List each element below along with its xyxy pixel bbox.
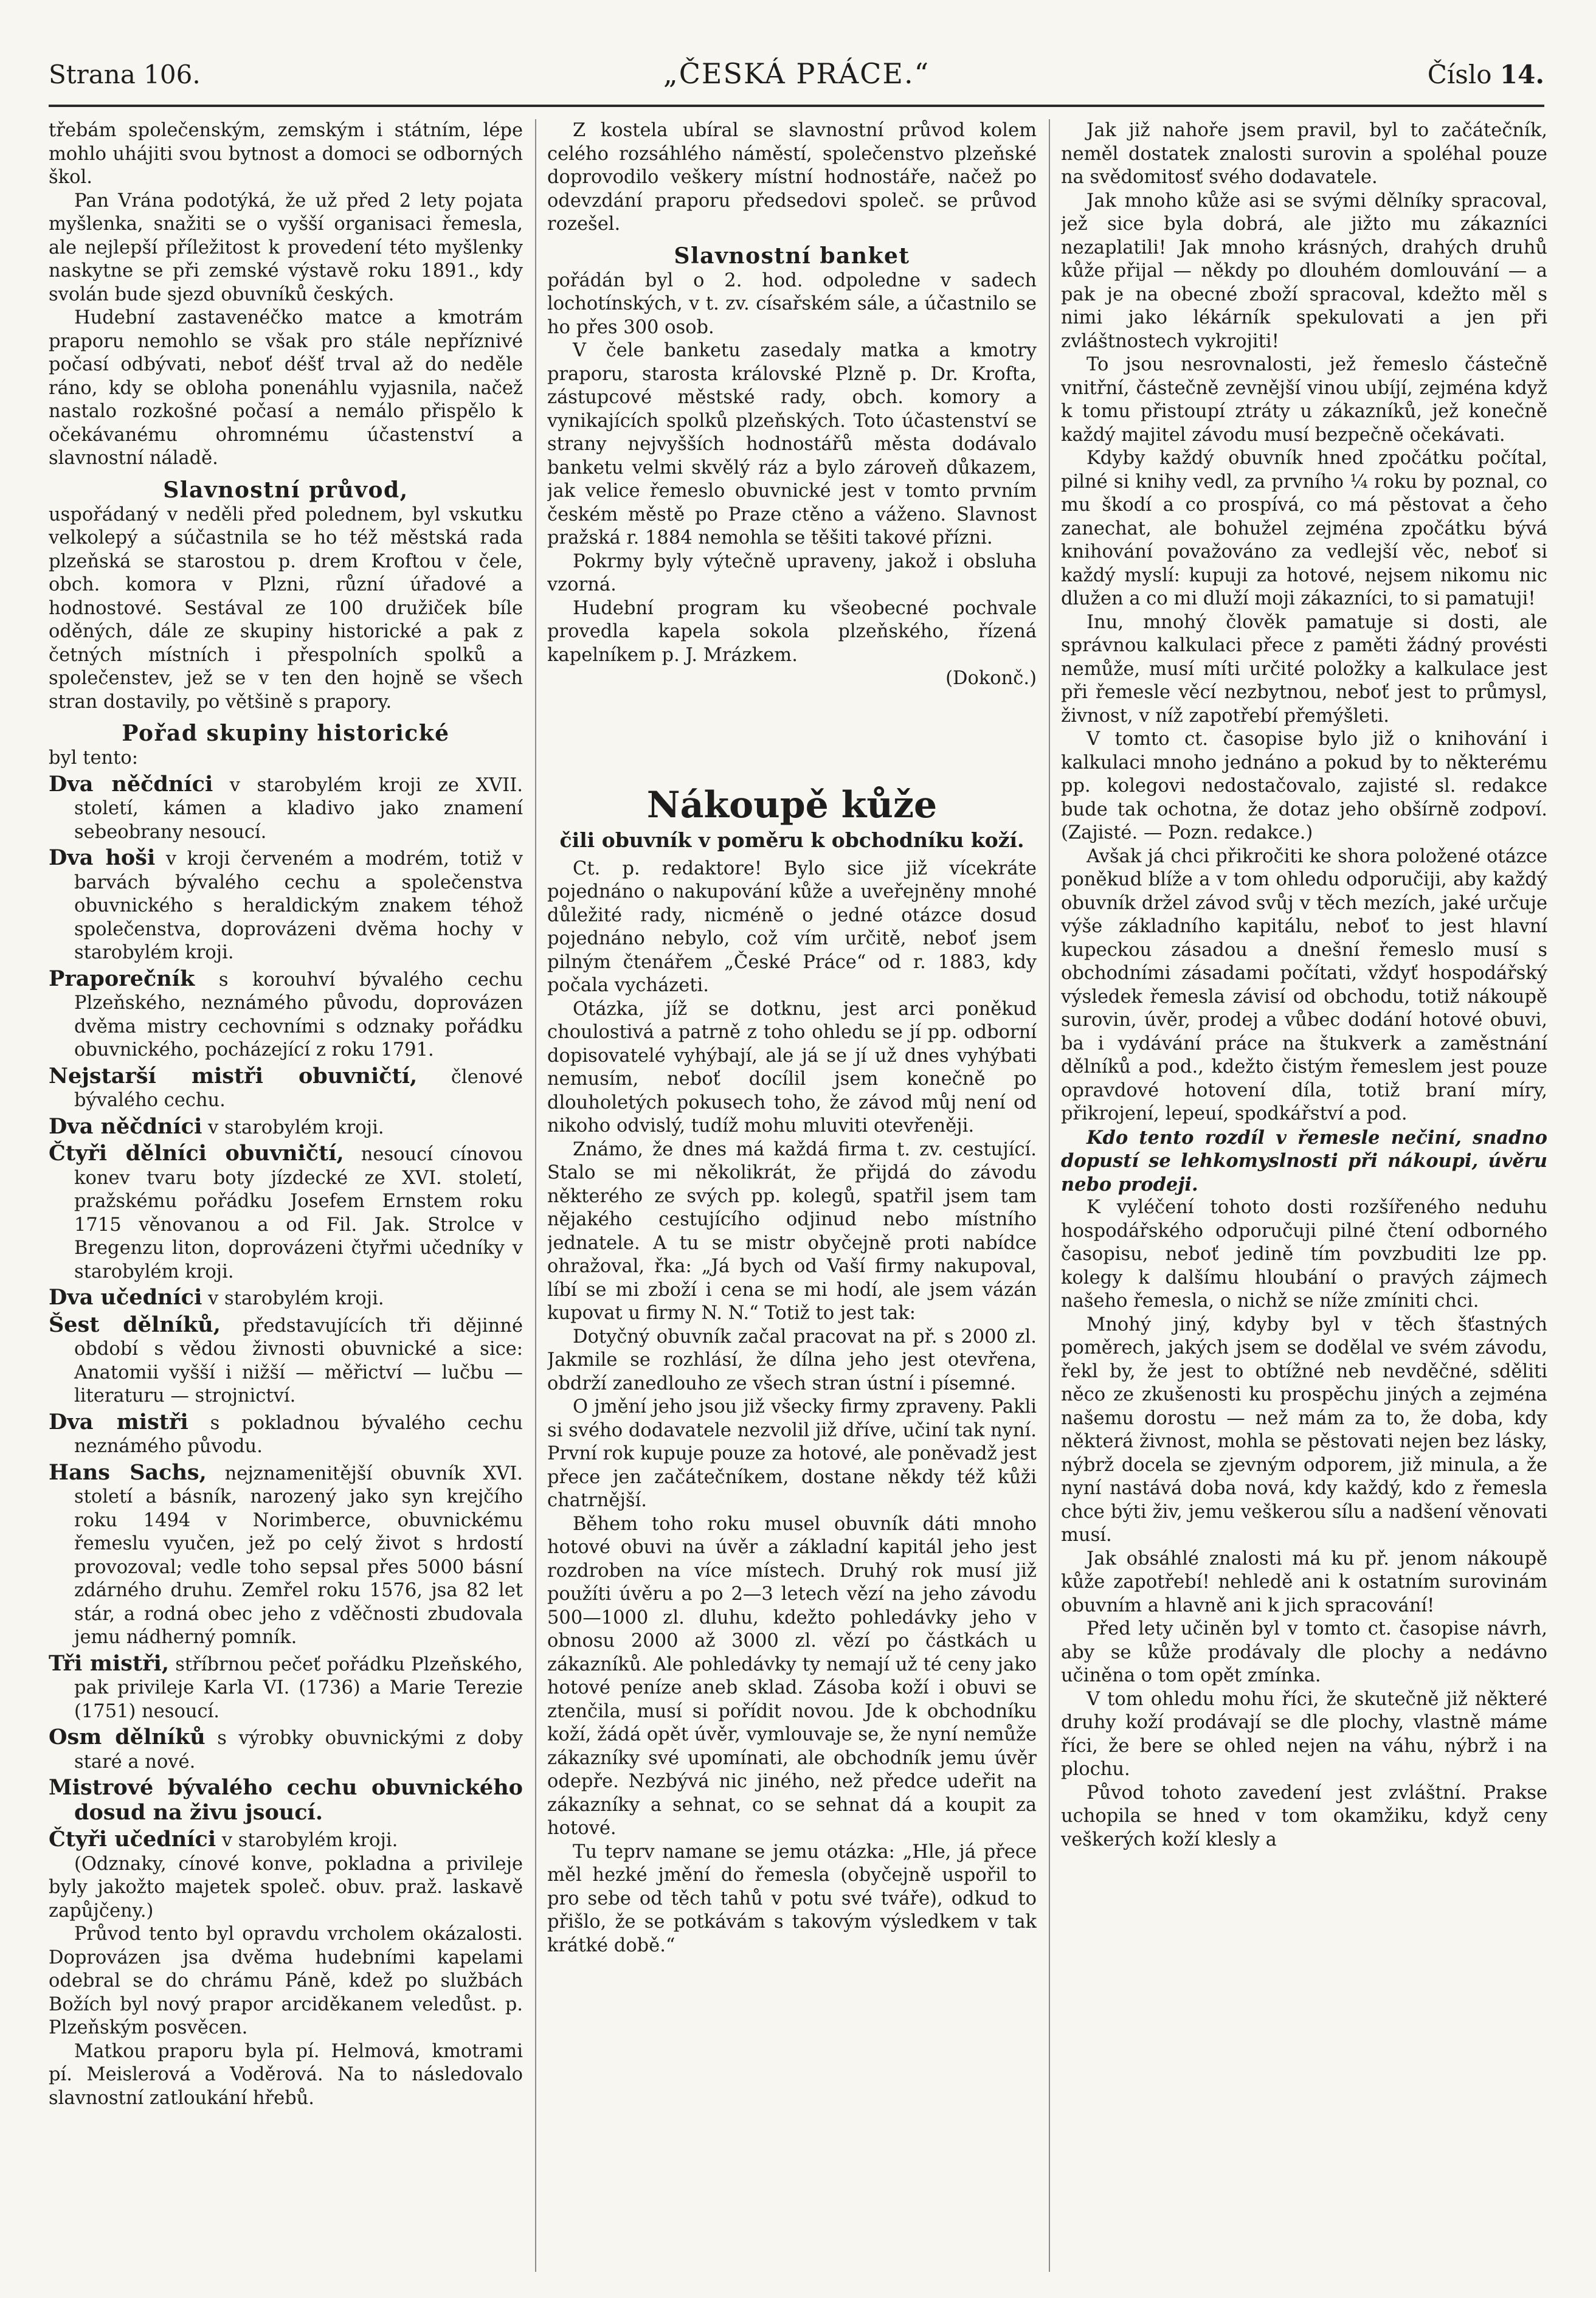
paragraph: Mnohý jiný, kdyby byl v těch šťastných poměrech, jakých jsem se dodělal ve svém závodu, řekl by, že jest to obtížné neb nevděčné, sděliti něco ze zkušenosti ku prospěchu jiných a zejména našemu dorostu — než mám za to, že doba, kdy některá živnost, mohla se pěstovati nejen bez lásky, nýbrž docela se zjevným odporem, již minula, a že nyní nastává doba nová, kdy každý, kdo z řemesla chce býti živ, jemu veškerou sílu a nadšení věnovati musí. [1061, 1313, 1547, 1546]
paragraph: třebám společenským, zemským i státním, lépe mohlo uhájiti svou bytnost a domoci se odborných škol. [49, 120, 523, 188]
procession-entry: Dva něčdníci v starobylém kroji ze XVII. století, kámen a kladivo jako znamení sebeobrany nesoucí. [49, 771, 523, 843]
column-1 [49, 119, 523, 2272]
procession-entry: Šest dělníků, představujících tři dějinné období s vědou živnosti obuvnické a sice: Anatomii vyšší i nižší — měřictví — lučbu — literaturu — strojnictví. [49, 1312, 523, 1407]
page-number: Strana 106. [49, 60, 201, 89]
paragraph: To jsou nesrovnalosti, jež řemeslo částečně vnitřní, částečně zevnější vinou ubíjí, zejména když k tomu přistoupí ztráty u zákazníků, jež konečně každý majitel závodu musí bezpečně očekávati. [1061, 354, 1547, 446]
paragraph: Pan Vrána podotýká, že už před 2 lety pojata myšlenka, snažiti se o vyšší organisaci řemesla, ale nejlepší příležitost k provedení této myšlenky naskytne se při zemské výstavě roku 1891., kdy svolán bude sjezd obuvníků českých. [49, 190, 523, 305]
paragraph: Z kostela ubíral se slavnostní průvod kolem celého rozsáhlého náměstí, společenstvo plzeňské doprovodilo veškery místní hodnostáře, načež po odevzdání praporu předsedovi společ. se průvod rozešel. [547, 120, 1037, 235]
paragraph: Ct. p. redaktore! Bylo sice již vícekráte pojednáno o nakupování kůže a uveřejněny mnohé důležité rady, nicméně o jedné otázce dosud pojednáno nebylo, což vím určitě, neboť jsem pilným čtenářem „České Práce“ od r. 1883, kdy počala vycházeti. [547, 857, 1037, 996]
paragraph: V tom ohledu mohu říci, že skutečně již některé druhy koží prodávají se dle plochy, vlastně máme říci, že bere se ohled nejen na váhu, nýbrž i na plochu. [1061, 1688, 1547, 1780]
paragraph: Inu, mnohý člověk pamatuje si dosti, ale správnou kalkulaci přece z paměti žádný provésti nemůže, musí míti určité položky a kalkulace jest při řemesle věcí nezbytnou, neboť jest to průmysl, živnost, v níž zapotřebí přemýšleti. [1061, 611, 1547, 727]
paragraph: Matkou praporu byla pí. Helmová, kmotrami pí. Meislerová a Voděrová. Na to následovalo slavnostní zatloukání hřebů. [49, 2040, 523, 2109]
paragraph: Před lety učiněn byl v tomto ct. časopise návrh, aby se kůže prodávaly dle plochy a nedávno učiněna o tom opět zmínka. [1061, 1618, 1547, 1686]
paragraph: V tomto ct. časopise bylo již o knihování i kalkulaci mnoho jednáno a pokud by to některému pp. kolegovi nedostačovalo, zajisté sl. redakce bude tak ochotna, že dotaz jeho obšírně zodpoví. (Zajisté. — Pozn. redakce.) [1061, 729, 1547, 843]
paragraph: Tu teprv namane se jemu otázka: „Hle, já přece měl hezké jmění do řemesla (obyčejně uspořil to pro sebe od těch tahů v potu své tváře), odkud to přišlo, že se potkávám s takovým výsledkem v tak krátké době.“ [547, 1841, 1037, 1956]
procession-entry: Tři mistři, stříbrnou pečeť pořádku Plzeňského, pak privileje Karla VI. (1736) a Marie Terezie (1751) nesoucí. [49, 1650, 523, 1722]
paragraph: Hudební program ku všeobecné pochvale provedla kapela sokola plzeňského, řízená kapelníkem p. J. Mrázkem. [547, 597, 1037, 666]
paragraph: Hudební zastavenéčko matce a kmotrám praporu nemohlo se však pro stále nepříznivé počasí odbývati, neboť déšť trval až do neděle ráno, kdy se obloha ponenáhlu vyjasnila, načež nastalo rozkošné počasí a nemálo přispělo k očekávanému ohromnému účastenství a slavnostní náladě. [49, 307, 523, 469]
section-heading: Pořad skupiny historické [122, 721, 450, 746]
procession-entry: Čtyři dělníci obuvničtí, nesoucí cínovou konev tvaru boty jízdecké ze XVI. století, pražskému pořádku Josefem Ernstem roku 1715 věnovanou a od Fil. Jak. Strolce v Bregenzu liton, doprovázeni čtyřmi učedníky v starobylém kroji. [49, 1141, 523, 1282]
paragraph: Jak mnoho kůže asi se svými dělníky spracoval, jež sice byla dobrá, ale jižto mu zákazníci nezaplatili! Jak mnoho krásných, drahých druhů kůže přijal — někdy po dlouhém domlouvání — a pak je na obecné zboží spracoval, kdežto měl s nimi jako lékárník spekulovati a jen při zvláštnostech vykrojiti! [1061, 190, 1547, 352]
column-3 [1061, 119, 1547, 2272]
paragraph: pořádán byl o 2. hod. odpoledne v sadech lochotínských, v t. zv. císařském sále, a účastnilo se ho přes 300 osob. [547, 269, 1037, 338]
procession-entry: Dva učedníci v starobylém kroji. [49, 1285, 384, 1310]
paragraph-emphasis: Kdo tento rozdíl v řemesle nečiní, snadno dopustí se lehkomyslnosti při nákoupi, úvěru nebo prodeji. [1061, 1126, 1547, 1196]
procession-entry: Mistrové bývalého cechu obuvnického dosud na živu jsoucí. [49, 1775, 523, 1825]
paragraph: Avšak já chci přikročiti ke shora položené otázce poněkud blíže a v tom ohledu odporučiji, aby každý obuvník držel závod svůj v těch mezích, jaké určuje výše základního kapitálu, neboť to jest hlavní kupeckou zásadou a dnešní řemeslo musí s obchodními zásadami počítati, vždyť hospodářský výsledek řemesla závisí od obchodu, totiž nákoupě surovin, úvěr, prodej a vůbec dodání hotové obuvi, ba i vydávání práce na štukverk a zaměstnání dělníků a pod., kdežto čistým řemeslem jest pouze opravdové hotovení díla, totiž braní míry, přikrojení, lepeuí, spodkářství a pod. [1061, 845, 1547, 1124]
issue-number [1428, 60, 1544, 89]
procession-entry: Čtyři učedníci v starobylém kroji. [49, 1827, 398, 1852]
column-divider [1049, 119, 1050, 2272]
paragraph: O jmění jeho jsou již všecky firmy zpraveny. Pakli si svého dodavatele nezvolil již dříve, učiní tak nyní. První rok kupuje pouze za hotové, ale poněvadž jest přece jen začátečníkem, dostane někdy též kůži chatrnější. [547, 1396, 1037, 1511]
column-divider [535, 119, 536, 2272]
procession-entry: Osm dělníků s výrobky obuvnickými z doby staré a nové. [49, 1725, 523, 1773]
continued-note: (Dokonč.) [945, 668, 1037, 689]
section-heading: Slavnostní průvod, [163, 477, 409, 503]
paragraph: V čele banketu zasedaly matka a kmotry praporu, starosta královské Plzně p. Dr. Krofta, zástupcové městské rady, obch. komory a vynikajících spolků plzeňských. Toto účastenství se strany nejvyšších hodnostářů města dodávalo banketu velmi skvělý ráz a bylo zároveň důkazem, jak velice řemeslo obuvnické jest v tomto prvním českém městě po Praze ctěno a váženo. Slavnost pražská r. 1884 nemohla se těšiti takové přízni. [547, 340, 1037, 549]
procession-entry: Nejstarší mistři obuvničtí, členové bývalého cechu. [49, 1063, 523, 1111]
paragraph: Jak obsáhlé znalosti má ku př. jenom nákoupě kůže zapotřebí! nehledě ani k ostatním surovinám obuvním a hlavně ani k jich spracování! [1061, 1548, 1547, 1616]
page-header [49, 49, 1544, 107]
column-2 [547, 119, 1037, 2272]
masthead-title: „ČESKÁ PRÁCE.“ [663, 57, 930, 90]
paragraph: Jak již nahoře jsem pravil, byl to začátečník, neměl dostatek znalosti surovin a spoléhal pouze na svědomitosť svého dodavatele. [1061, 120, 1547, 188]
paragraph: Pokrmy byly výtečně upraveny, jakož i obsluha vzorná. [547, 550, 1037, 595]
paragraph: Průvod tento byl opravdu vrcholem okázalosti. Doprovázen jsa dvěma hudebními kapelami odebral se do chrámu Páně, kdež po službách Božích byl nový prapor arciděkanem veledůst. p. Plzeňským posvěcen. [49, 1923, 523, 2038]
paragraph: uspořádaný v neděli před polednem, byl vskutku velkolepý a súčastnila se ho též městská rada plzeňská se starostou p. drem Kroftou v čele, obch. komora v Plzni, různí úřadové a hodnostové. Sestával ze 100 družiček bíle oděných, dále ze skupiny historické a pak z četných místních i přespolních spolků a společenstev, jež se v ten den hojně se všech stran dostavily, po většině s prapory. [49, 504, 523, 713]
paragraph: byl tento: [49, 747, 139, 769]
section-heading: Slavnostní banket [674, 243, 910, 269]
paragraph: (Odznaky, cínové konve, pokladna a privileje byly jakožto majetek společ. obuv. praž. laskavě zapůjčeny.) [49, 1853, 523, 1922]
paragraph: K vyléčení tohoto dosti rozšířeného neduhu hospodářského odporučuji pilné čtení odborného časopisu, neboť jedině tím povzbuditi lze pp. kolegy k dalšímu hloubání o pravých zájmech našeho řemesla, o nichž se níže zmíniti chci. [1061, 1197, 1547, 1312]
procession-entry: Praporečník s korouhví bývalého cechu Plzeňského, neznámého původu, doprovázen dvěma mistry cechovními s odznaky pořádku obuvnického, pocházející z roku 1791. [49, 966, 523, 1061]
paragraph: Dotyčný obuvník začal pracovat na př. s 2000 zl. Jakmile se rozhlásí, že dílna jeho jest otevřena, obdrží zanedlouho ze všech stran ústní i písemné. [547, 1326, 1037, 1394]
procession-entry: Dva hoši v kroji červeném a modrém, totiž v barvách bývalého cechu a společenstva obuvnického s heraldickým znakem téhož společenstva, doprovázeni dvěma hochy v starobylém kroji. [49, 845, 523, 963]
paragraph: Během toho roku musel obuvník dáti mnoho hotové obuvi na úvěr a základní kapitál jeho jest rozdroben na více místech. Druhý rok musí již použíti úvěru a po 2—3 letech vězí na jeho závodu 500—1000 zl. dluhu, kdežto pohledávky jeho v obnosu 2000 až 3000 zl. vězí po částkách u zákazníků. Ale pohledávky ty nemají už té ceny jako hotové peníze aneb sklad. Zásoba koží i obuvi se ztenčila, musí si pořídit novou. Jde k obchodníku koží, žádá opět úvěr, vymlouvaje se, že nyní nemůže zákazníky své upomínati, ale obchodník jemu úvěr odepře. Nezbývá nic jiného, než předce udeřit na zákazníky a sehnat, co se sehnat dá a koupit za hotové. [547, 1513, 1037, 1839]
procession-entry: Hans Sachs, nejznamenitější obuvník XVI. století a básník, narozený jako syn krejčího roku 1494 v Norimberce, obuvnickému řemeslu vyučen, jež po celý život s hrdostí provozoval; vedle toho sepsal přes 5000 básní zdárného druhu. Zemřel roku 1576, jsa 82 let stár, a rodná obec jeho z vděčnosti zbudovala jemu nádherný pomník. [49, 1459, 523, 1648]
article-subtitle: čili obuvník v poměru k obchodníku koží. [559, 828, 1024, 852]
article-title: Nákoupě kůže [646, 783, 938, 826]
issue-value: 14. [1499, 60, 1544, 89]
paragraph: Původ tohoto zavedení jest zvláštní. Prakse uchopila se hned v tom okamžiku, když ceny veškerých koží klesly a [1061, 1782, 1547, 1850]
issue-prefix: Číslo [1427, 60, 1492, 89]
paragraph: Kdyby každý obuvník hned zpočátku počítal, pilné si knihy vedl, za prvního ¼ roku by poznal, co mu škodí a co prospívá, co má pěstovat a čeho zanechat, ale bohužel zejména zpočátku bývá knihování považováno za vedlejší věc, neboť si každý myslí: kupuji za hotové, nejsem nikomu nic dlužen a co mi dluží moji zákazníci, to si pamatuji! [1061, 448, 1547, 609]
paragraph: Otázka, jíž se dotknu, jest arci poněkud choulostivá a patrně z toho ohledu se jí pp. odborní dopisovatelé vyhýbají, ale já se jí už dnes vyhýbati nemusím, neboť docílil jsem konečně po dlouholetých pokusech toho, že závod můj není od nikoho odvislý, tudíž mohu mluviti otevřeněji. [547, 998, 1037, 1137]
procession-entry: Dva mistři s pokladnou bývalého cechu neznámého původu. [49, 1409, 523, 1457]
paragraph: Známo, že dnes má každá firma t. zv. cestující. Stalo se mi několikrát, že přijdá do závodu některého ze svých pp. kolegů, spatřil jsem tam nějakého cestujícího odjinud nebo místního jednatele. A tu se mistr obyčejně proti nabídce ohražoval, řka: „Já bych od Vaší firmy nakupoval, líbí se mi zboží i cena se mi hodí, ale jsem vázán kupovat u firmy N. N.“ Totiž to jest tak: [547, 1138, 1037, 1324]
procession-entry: Dva něčdníci v starobylém kroji. [49, 1113, 384, 1139]
